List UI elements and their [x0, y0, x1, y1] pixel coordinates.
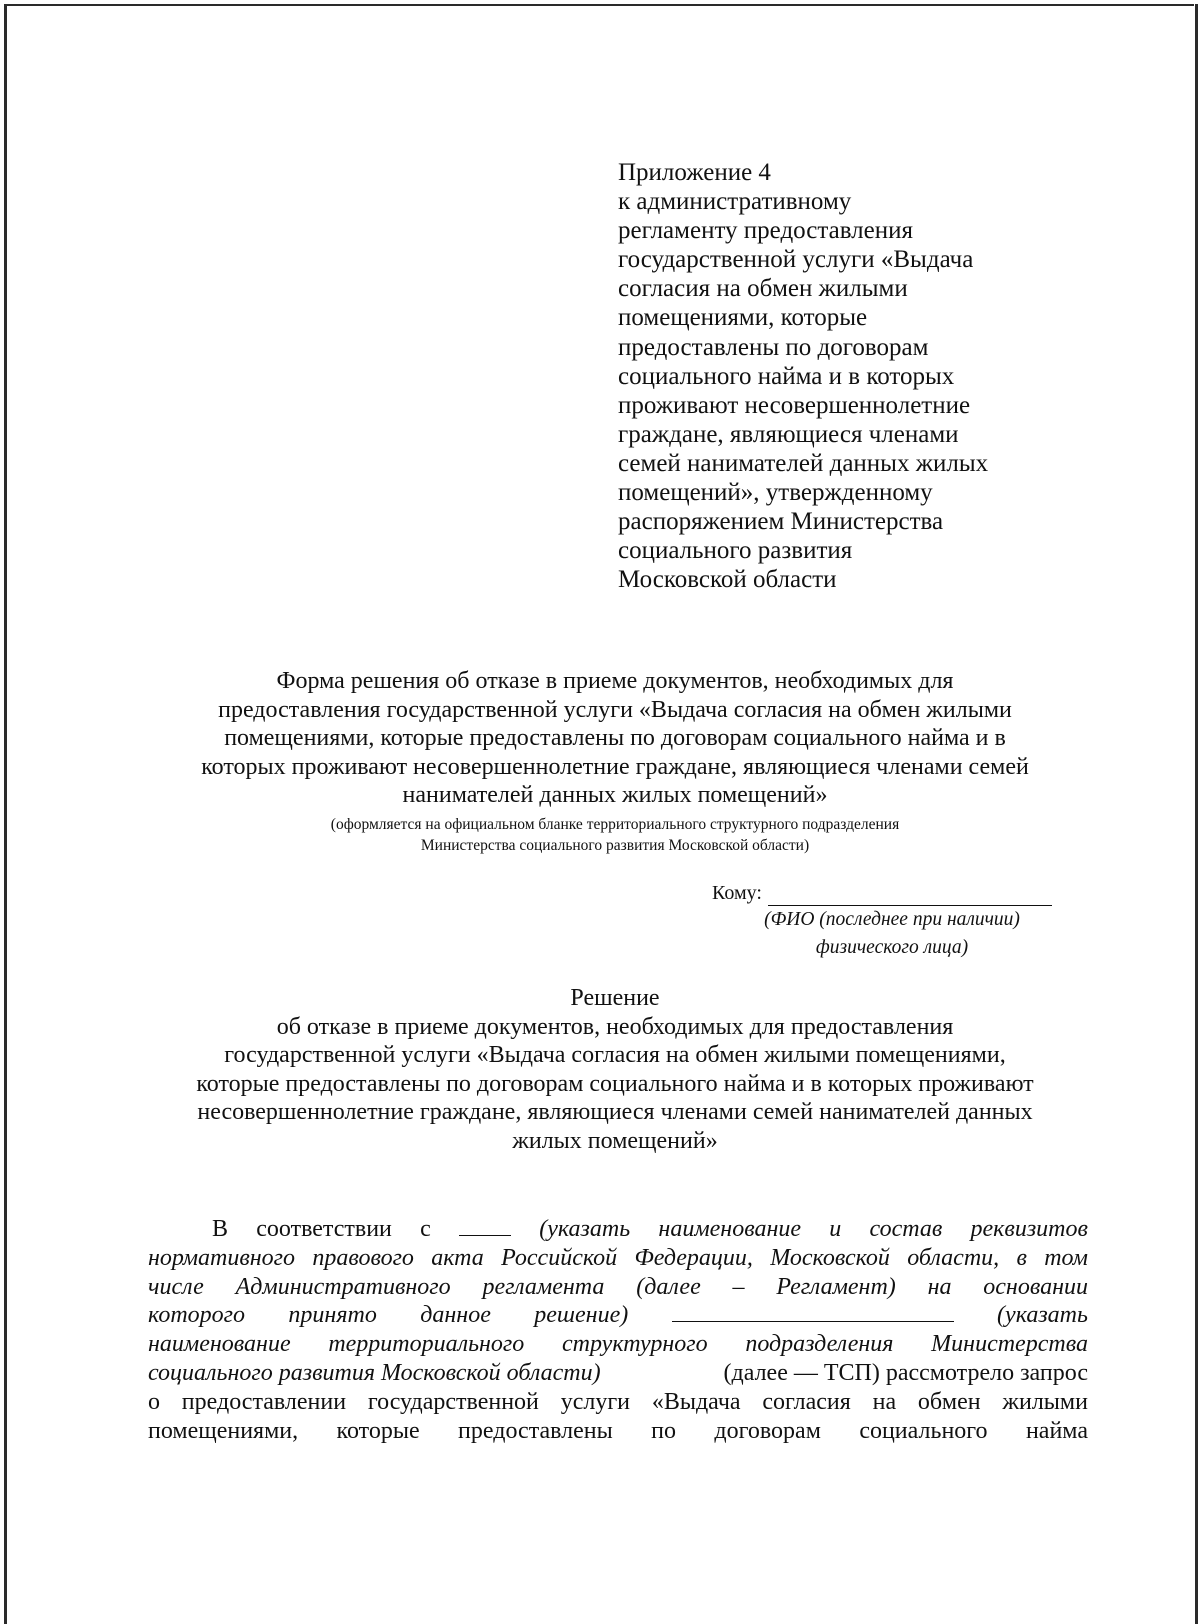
word: договорам: [714, 1417, 821, 1444]
decision-heading: Решение: [570, 985, 660, 1011]
word: согласия: [762, 1388, 851, 1415]
word: с: [420, 1216, 431, 1242]
appendix-line: семей нанимателей данных жилых: [618, 449, 989, 477]
word: Московской: [770, 1244, 890, 1271]
legal-act-field[interactable]: [459, 1215, 511, 1236]
appendix-line: Приложение 4: [618, 159, 771, 186]
word: (далее: [636, 1273, 701, 1300]
form-title: [150, 667, 1080, 810]
form-note-line: Министерства социального развития Московской области): [420, 837, 810, 854]
appendix-line: помещениями, которые: [618, 304, 868, 332]
appendix-line: распоряжением Министерства: [618, 508, 944, 536]
word: на: [927, 1273, 952, 1300]
scan-border-left: [4, 4, 7, 1624]
appendix-line: социального развития: [618, 537, 853, 565]
word: «Выдача: [651, 1388, 741, 1415]
word: обмен: [917, 1388, 981, 1415]
recipient-name-field[interactable]: [768, 885, 1052, 906]
word: Административного: [235, 1273, 451, 1300]
appendix-line: к административному: [618, 188, 852, 216]
body-text-run: (далее — ТСП) рассмотрело запрос: [723, 1359, 1088, 1386]
word: (указать: [539, 1216, 631, 1242]
word: территориального: [328, 1331, 525, 1358]
word: Министерства: [931, 1331, 1088, 1358]
word: наименование: [658, 1216, 802, 1242]
word: и: [829, 1216, 842, 1242]
word: на: [872, 1388, 897, 1415]
word: принято: [288, 1302, 377, 1329]
decision-title: [150, 984, 1080, 1156]
appendix-line: регламенту предоставления: [618, 217, 914, 245]
decision-line: государственной услуги «Выдача согласия на обмен жилыми помещениями,: [224, 1042, 1006, 1069]
word: области,: [907, 1244, 1000, 1271]
appendix-header: [618, 158, 1038, 594]
word: которого: [148, 1302, 246, 1329]
appendix-line: помещений», утвержденному: [618, 479, 933, 507]
body-line-1: [148, 1215, 1088, 1244]
word: Федерации,: [634, 1244, 753, 1271]
appendix-line: согласия на обмен жилыми: [618, 275, 908, 303]
body-line-5: [148, 1330, 1088, 1359]
scan-border-top: [6, 4, 1194, 6]
word: данное: [420, 1302, 491, 1329]
word: государственной: [367, 1388, 539, 1415]
word: реквизитов: [970, 1216, 1088, 1242]
form-note: [150, 814, 1080, 856]
word: о: [148, 1388, 160, 1415]
recipient-hint-line: физического лица): [815, 937, 969, 958]
form-title-line: нанимателей данных жилых помещений»: [402, 782, 828, 808]
decision-line: об отказе в приеме документов, необходимых для предоставления: [276, 1013, 954, 1040]
word: регламента: [482, 1273, 605, 1300]
word: услуги: [560, 1388, 631, 1415]
body-line-6: [148, 1359, 1088, 1388]
word: подразделения: [745, 1331, 894, 1358]
word: нормативного: [148, 1244, 296, 1271]
word: акта: [431, 1244, 484, 1271]
word: помещениями,: [148, 1417, 299, 1444]
form-title-line: Форма решения об отказе в приеме документов, необходимых для: [276, 668, 954, 694]
appendix-line: государственной услуги «Выдача: [618, 246, 974, 274]
body-line-7: [148, 1388, 1088, 1417]
decision-line: жилых помещений»: [512, 1127, 718, 1154]
decision-line: несовершеннолетние граждане, являющиеся членами семей нанимателей данных: [197, 1099, 1033, 1126]
body-line-4: [148, 1301, 1088, 1330]
decision-line: которые предоставлены по договорам социального найма и в которых проживают: [196, 1070, 1034, 1097]
appendix-line: социального найма и в которых: [618, 362, 955, 390]
recipient-hint-line: (ФИО (последнее при наличии): [764, 909, 1020, 930]
recipient-label: Кому:: [712, 882, 762, 904]
appendix-line: Московской области: [618, 566, 837, 594]
word: по: [651, 1417, 676, 1444]
word: в: [1016, 1244, 1027, 1271]
tsp-name-field[interactable]: [672, 1301, 954, 1322]
word: –: [732, 1273, 745, 1300]
word: соответствии: [256, 1216, 392, 1242]
word: основании: [983, 1273, 1088, 1300]
word: предоставлены: [458, 1417, 613, 1444]
form-title-line: помещениями, которые предоставлены по договорам социального найма и в: [224, 725, 1006, 751]
recipient-hint: [732, 906, 1052, 962]
word: наименование: [148, 1331, 291, 1358]
word: предоставлении: [181, 1388, 347, 1415]
body-paragraph: [148, 1215, 1088, 1445]
word: числе: [148, 1273, 204, 1300]
form-note-line: (оформляется на официальном бланке территориального структурного подразделения: [330, 816, 900, 833]
scan-border-right: [1195, 4, 1198, 1624]
word: решение): [534, 1302, 629, 1329]
word: которые: [336, 1417, 420, 1444]
body-line-8: [148, 1417, 1088, 1446]
word: жилыми: [1002, 1388, 1088, 1415]
appendix-line: граждане, являющиеся членами: [618, 420, 959, 448]
recipient-block: [712, 880, 1092, 962]
word: В: [212, 1216, 229, 1242]
word: состав: [869, 1216, 943, 1242]
body-line-2: [148, 1244, 1088, 1273]
body-text-run: социального развития Московской области): [148, 1359, 601, 1386]
body-line-3: [148, 1273, 1088, 1302]
body-text-run: (указать: [997, 1302, 1088, 1329]
word: Российской: [501, 1244, 618, 1271]
form-title-line: которых проживают несовершеннолетние граждане, являющиеся членами семей: [201, 753, 1029, 780]
word: Регламент): [776, 1273, 896, 1300]
word: правового: [312, 1244, 414, 1271]
appendix-line: предоставлены по договорам: [618, 333, 929, 361]
word: том: [1044, 1244, 1088, 1271]
word: структурного: [562, 1331, 708, 1358]
form-title-line: предоставления государственной услуги «Выдача согласия на обмен жилыми: [218, 696, 1012, 723]
appendix-line: проживают несовершеннолетние: [618, 391, 971, 419]
word: найма: [1025, 1417, 1088, 1444]
recipient-line: [712, 880, 1092, 906]
word: социального: [859, 1417, 988, 1444]
